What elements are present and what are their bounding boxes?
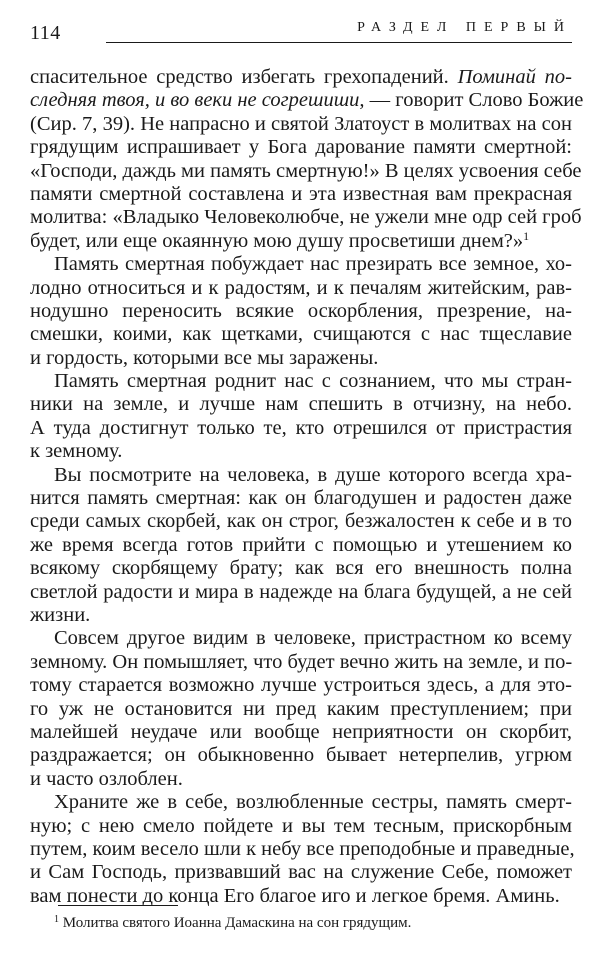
text-segment: «Господи, даждь ми память смертную!» В целях усвоения себе xyxy=(30,159,582,182)
text-segment: среди самых скорбей, как он строг, безжалостен к себе и в то xyxy=(30,510,572,533)
text-segment: молитва: «Владыко Человеколюбче, не ужели мне одр сей гроб xyxy=(30,206,582,229)
text-segment: же время всегда готов прийти с помощью и утешением ко xyxy=(30,533,572,556)
text-line xyxy=(30,183,572,206)
footnote-rule xyxy=(58,905,178,906)
text-segment: тому старается возможно лучше устроиться здесь, а для это- xyxy=(30,674,572,697)
text-line xyxy=(30,347,572,370)
text-segment: — говорит Слово Божие xyxy=(364,89,584,112)
text-line xyxy=(30,815,572,838)
text-line xyxy=(30,206,582,229)
text-segment: спасительное средство избегать грехопадений. xyxy=(30,66,458,88)
text-segment: Память смертная роднит нас с сознанием, что мы стран- xyxy=(54,370,572,393)
text-line xyxy=(30,89,584,112)
text-line xyxy=(30,674,572,697)
text-segment: земному. Он помышляет, что будет вечно жить на земле, и по- xyxy=(30,650,573,673)
text-segment: и гордость, которыми все мы заражены. xyxy=(30,346,379,369)
paragraph xyxy=(30,66,584,253)
text-line xyxy=(30,744,572,767)
text-line xyxy=(30,534,572,557)
paragraph xyxy=(30,253,572,370)
text-segment: Совсем другое видим в человеке, пристрастном ко всему xyxy=(54,627,572,650)
text-line xyxy=(30,113,572,136)
paragraph xyxy=(30,627,572,791)
header-rule xyxy=(106,42,572,43)
text-line xyxy=(30,768,572,791)
text-segment: Вы посмотрите на человека, в душе которого всегда хра- xyxy=(54,463,572,486)
text-line xyxy=(30,651,572,674)
text-line xyxy=(30,464,572,487)
footnote xyxy=(54,914,411,932)
footnote-marker: 1 xyxy=(54,914,59,925)
text-line xyxy=(30,159,582,183)
text-segment: нится память смертная: как он благодушен и радостен даже xyxy=(30,487,572,510)
text-segment: и Сам Господь, призвавший вас на служение Себе, поможет xyxy=(30,861,572,884)
text-segment: всякому скорбящему брату; как вся его внешность полна xyxy=(30,557,572,580)
italic-quote: следняя твоя, и во веки не согрешиши, xyxy=(30,89,365,112)
text-line xyxy=(30,627,572,650)
text-line xyxy=(30,66,572,89)
text-segment: го уж не остановится ни пред каким преступлением; при xyxy=(30,697,572,720)
text-line xyxy=(30,698,572,721)
text-segment: ную; с нею смело пойдете и вы тем тесным, прискорбным xyxy=(30,814,572,837)
text-line xyxy=(30,277,572,300)
text-line xyxy=(30,837,575,861)
text-segment: вам понести до конца Его благое иго и легкое бремя. Аминь. xyxy=(30,884,560,907)
text-segment: малейшей неудаче или вообще неприятности он скорбит, xyxy=(30,720,572,743)
text-line xyxy=(30,557,572,580)
text-line xyxy=(30,370,572,393)
text-segment: грядущим испрашивает у Бога дарование памяти смертной: xyxy=(30,136,572,159)
text-segment: (Сир. 7, 39). Не напрасно и святой Златоуст в молитвах на сон xyxy=(30,112,572,135)
text-segment: памяти смертной составлена и эта известная вам прекрасная xyxy=(30,182,572,205)
text-line xyxy=(30,136,572,159)
running-head: РАЗДЕЛ ПЕРВЫЙ xyxy=(357,20,572,35)
text-segment: А туда достигнут только те, кто отрешился от пристрастия xyxy=(30,416,572,439)
text-segment: и часто озлоблен. xyxy=(30,767,183,790)
text-line xyxy=(30,721,572,744)
text-line xyxy=(30,253,572,276)
body-text xyxy=(30,66,584,908)
text-line xyxy=(30,440,572,463)
text-line xyxy=(30,581,572,604)
paragraph xyxy=(30,791,575,908)
text-segment: будет, или еще окаянную мою душу просветиши днем?» xyxy=(30,229,524,252)
text-line xyxy=(30,604,572,627)
text-segment: жизни. xyxy=(30,603,91,626)
text-line xyxy=(30,323,572,346)
text-line xyxy=(30,861,572,884)
text-segment: Память смертная побуждает нас презирать все земное, хо- xyxy=(54,253,572,276)
text-line xyxy=(30,230,572,253)
text-segment: нодушно переносить всякие оскорбления, презрение, на- xyxy=(30,299,572,322)
paragraph xyxy=(30,370,572,464)
text-line xyxy=(30,393,572,416)
text-line xyxy=(30,417,572,440)
text-line xyxy=(30,487,572,510)
text-segment: путем, коим весело шли к небу все преподобные и праведные, xyxy=(30,837,575,860)
paragraph xyxy=(30,464,572,628)
text-line xyxy=(30,510,572,533)
italic-quote: Поминай по- xyxy=(457,66,572,88)
text-line xyxy=(30,300,572,323)
text-segment: к земному. xyxy=(30,440,123,463)
text-segment: ники на земле, и лучше нам спешить в отчизну, на небо. xyxy=(30,393,572,416)
page-header xyxy=(30,20,572,46)
text-segment: раздражается; он обыкновенно бывает нетерпелив, угрюм xyxy=(30,744,572,767)
text-segment: смешки, коими, как щетками, счищаются с нас тщеславие xyxy=(30,323,572,346)
footnote-text: Молитва святого Иоанна Дамаскина на сон грядущим. xyxy=(59,915,412,931)
text-segment: Храните же в себе, возлюбленные сестры, память смерт- xyxy=(54,791,572,814)
text-line xyxy=(30,791,572,814)
page-number: 114 xyxy=(30,22,61,44)
footnote-reference: 1 xyxy=(523,228,530,243)
text-segment: светлой радости и мира в надежде на блага будущей, а не сей xyxy=(30,580,572,603)
text-segment: лодно относиться и к радостям, и к печалям житейским, рав- xyxy=(30,276,572,299)
